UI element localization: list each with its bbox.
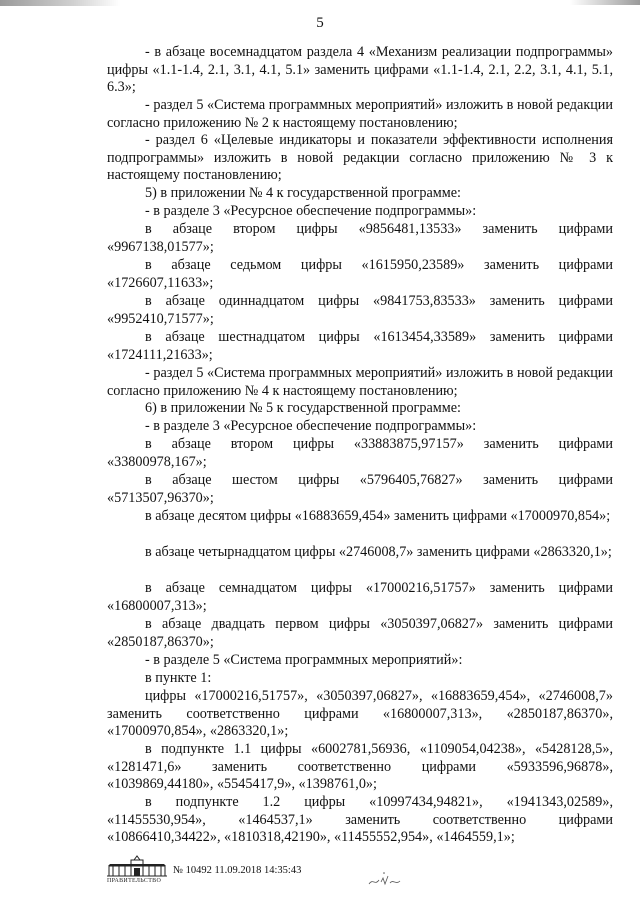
paragraph: в абзаце четырнадцатом цифры «2746008,7» заменить цифрами «2863320,1»;	[145, 544, 612, 560]
paragraph: - раздел 5 «Система программных мероприятий» изложить в новой редакции согласно приложению № 2 к настоящему постановлению;	[107, 97, 613, 131]
paragraph: в пункте 1:	[145, 670, 212, 686]
paragraph: - в разделе 3 «Ресурсное обеспечение подпрограммы»:	[145, 203, 477, 219]
paragraph: в абзаце втором цифры «33883875,97157» заменить цифрами «33800978,167»;	[107, 436, 613, 470]
paragraph: цифры «17000216,51757», «3050397,06827», «16883659,454», «2746008,7» заменить соответственно цифрами «16800007,313», «2850187,86370», «17000970,854», «2863320,1»;	[107, 688, 613, 740]
document-body	[107, 44, 613, 847]
paragraph: в абзаце десятом цифры «16883659,454» заменить цифрами «17000970,854»;	[145, 508, 611, 524]
paragraph: в подпункте 1.2 цифры «10997434,94821», «1941343,02589», «11455530,954», «1464537,1» заменить соответственно цифрами «10866410,34422», «1810318,42190», «11455552,954», «1464559,1»;	[107, 794, 613, 846]
paragraph: 6) в приложении № 5 к государственной программе:	[145, 400, 461, 416]
paragraph: - в разделе 3 «Ресурсное обеспечение подпрограммы»:	[145, 418, 477, 434]
paragraph: в абзаце одиннадцатом цифры «9841753,83533» заменить цифрами «9952410,71577»;	[107, 293, 613, 327]
stamp-caption: ПРАВИТЕЛЬСТВО	[107, 878, 162, 884]
scan-edge-mark	[0, 0, 120, 6]
document-registration-code: № 10492 11.09.2018 14:35:43	[173, 865, 302, 876]
paragraph: - раздел 6 «Целевые индикаторы и показатели эффективности исполнения подпрограммы» изложить в новой редакции согласно приложению № 3 к настоящему постановлению;	[107, 132, 613, 184]
page-number: 5	[316, 15, 324, 31]
handwritten-mark-icon	[365, 864, 405, 892]
paragraph: в абзаце шестнадцатом цифры «1613454,33589» заменить цифрами «1724111,21633»;	[107, 329, 613, 363]
government-building-stamp-icon	[105, 854, 169, 880]
paragraph: в абзаце двадцать первом цифры «3050397,06827» заменить цифрами «2850187,86370»;	[107, 616, 613, 650]
paragraph: - в абзаце восемнадцатом раздела 4 «Механизм реализации подпрограммы» цифры «1.1-1.4, 2.1, 3.1, 4.1, 5.1» заменить цифрами «1.1-1.4, 2.1, 2.2, 3.1, 4.1, 5.1, 6.3»;	[107, 44, 613, 96]
paragraph: в абзаце седьмом цифры «1615950,23589» заменить цифрами «1726607,11633»;	[107, 257, 613, 291]
paragraph: - раздел 5 «Система программных мероприятий» изложить в новой редакции согласно приложению № 4 к настоящему постановлению;	[107, 365, 613, 399]
document-footer	[105, 854, 385, 888]
paragraph: в подпункте 1.1 цифры «6002781,56936, «1109054,04238», «5428128,5», «1281471,6» заменить соответственно цифрами «5933596,96878», «1039869,44180», «5545417,9», «1398761,0»;	[107, 741, 613, 793]
paragraph: в абзаце шестом цифры «5796405,76827» заменить цифрами «5713507,96370»;	[107, 472, 613, 506]
scan-edge-mark-right	[570, 0, 640, 5]
paragraph: 5) в приложении № 4 к государственной программе:	[145, 185, 461, 201]
paragraph: в абзаце семнадцатом цифры «17000216,51757» заменить цифрами «16800007,313»;	[107, 580, 613, 614]
paragraph: - в разделе 5 «Система программных мероприятий»:	[145, 652, 463, 668]
paragraph: в абзаце втором цифры «9856481,13533» заменить цифрами «9967138,01577»;	[107, 221, 613, 255]
